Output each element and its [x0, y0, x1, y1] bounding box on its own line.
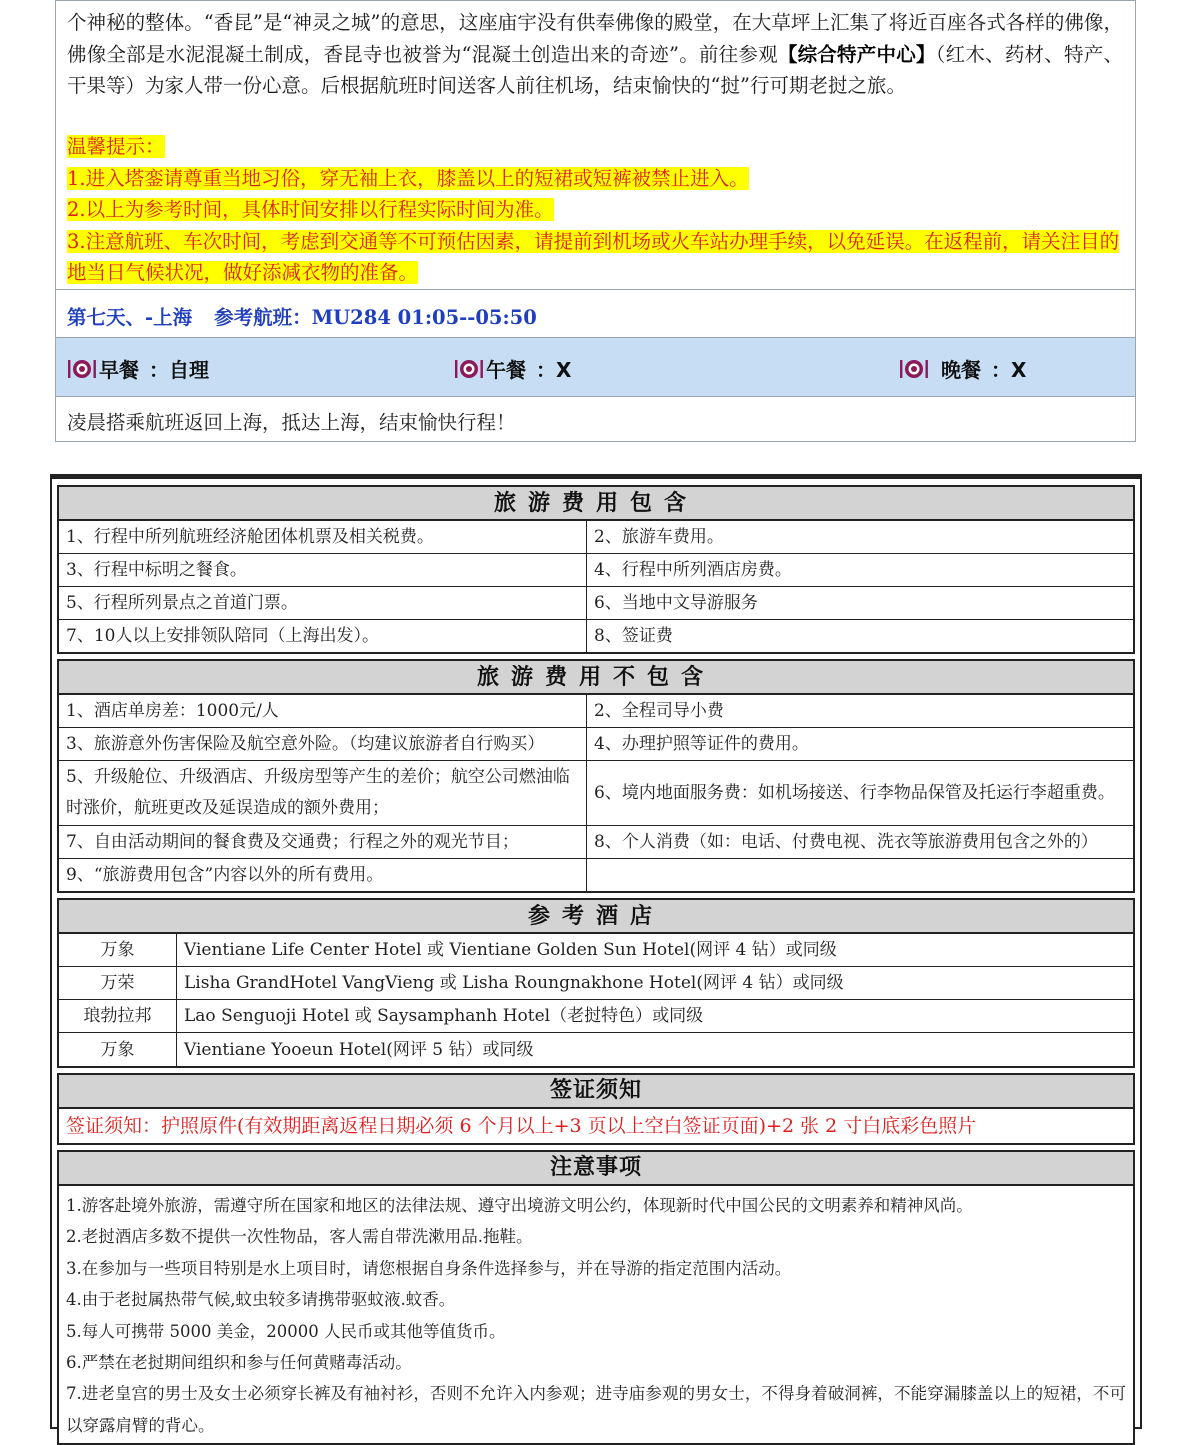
meal-lunch — [454, 354, 577, 383]
table-cell: 4、办理护照等证件的费用。 — [587, 728, 1133, 761]
meals-row — [56, 337, 1135, 397]
fees-excluded-section — [57, 659, 1135, 893]
note-item: 6.严禁在老挝期间组织和参与任何黄赌毒活动。 — [66, 1353, 412, 1373]
day7-description: 凌晨搭乘航班返回上海，抵达上海，结束愉快行程！ — [67, 411, 516, 434]
dining-icon — [67, 358, 97, 380]
note-item: 7.进老皇宫的男士及女士必须穿长裤及有袖衬衫，否则不允许入内参观；进寺庙参观的男女士，不得身着破洞裤，不能穿漏膝盖以上的短裙，不可以穿露肩臂的背心。 — [66, 1384, 1126, 1435]
notes-list — [59, 1186, 1133, 1443]
meal-value: ：X — [991, 358, 1027, 382]
day6-description — [56, 1, 1135, 131]
meal-label: 晚餐 — [941, 358, 981, 382]
dining-icon — [899, 358, 929, 380]
section-title: 注意事项 — [59, 1152, 1133, 1186]
table-cell: 7、10人以上安排领队陪同（上海出发）。 — [59, 620, 587, 652]
fees-included-grid — [59, 521, 1133, 652]
table-cell — [587, 859, 1133, 891]
intro-text-1: 个神秘的整体。“香昆”是“神灵之城”的意思，这座庙宇没有供奉佛像的殿堂，在大草坪上汇集了将近百座各式各样的佛像，佛像全部是水泥混凝土制成，香昆寺也被誉为“混凝土创造出来的奇迹”。前往参观 — [67, 11, 1123, 66]
note-item: 4.由于老挝属热带气候,蚊虫较多请携带驱蚊液.蚊香。 — [66, 1290, 456, 1310]
meal-label: 早餐 — [99, 358, 139, 382]
tips-title: 温馨提示： — [67, 135, 165, 158]
table-cell: 6、当地中文导游服务 — [587, 587, 1133, 620]
note-item: 5.每人可携带 5000 美金，20000 人民币或其他等值货币。 — [66, 1321, 506, 1341]
hotel-city: 琅勃拉邦 — [59, 1000, 177, 1033]
tip-item: 1.进入塔銮请尊重当地习俗，穿无袖上衣，膝盖以上的短裙或短裤被禁止进入。 — [67, 166, 749, 190]
warm-tips — [56, 131, 1135, 289]
hotel-city: 万象 — [59, 934, 177, 967]
meal-breakfast — [67, 354, 215, 383]
table-cell: 1、行程中所列航班经济舱团体机票及相关税费。 — [59, 521, 587, 554]
table-cell: 6、境内地面服务费：如机场接送、行李物品保管及托运行李超重费。 — [587, 761, 1133, 826]
dining-icon — [454, 358, 484, 380]
table-cell: 2、全程司导小费 — [587, 695, 1133, 728]
table-cell: 9、“旅游费用包含”内容以外的所有费用。 — [59, 859, 587, 891]
hotel-city: 万荣 — [59, 967, 177, 1000]
hotels-grid — [59, 934, 1133, 1066]
hotel-name: Lisha GrandHotel VangVieng 或 Lisha Roungnakhone Hotel(网评 4 钻）或同级 — [177, 967, 1133, 1000]
table-cell: 3、行程中标明之餐食。 — [59, 554, 587, 587]
meal-value: ：X — [536, 358, 572, 382]
notes-section — [57, 1150, 1135, 1445]
intro-highlight-shop: 【综合特产中心】 — [777, 42, 936, 66]
fees-included-section — [57, 485, 1135, 654]
table-cell: 7、自由活动期间的餐食费及交通费；行程之外的观光节目； — [59, 826, 587, 859]
note-item: 3.在参加与一些项目特别是水上项目时，请您根据自身条件选择参与，并在导游的指定范围内活动。 — [66, 1258, 792, 1278]
itinerary-box — [55, 0, 1136, 442]
table-cell: 5、升级舱位、升级酒店、升级房型等产生的差价；航空公司燃油临时涨价，航班更改及延误造成的额外费用； — [59, 761, 587, 826]
meal-dinner — [899, 354, 1032, 383]
visa-section — [57, 1073, 1135, 1145]
hotel-name: Lao Senguoji Hotel 或 Saysamphanh Hotel（老挝特色）或同级 — [177, 1000, 1133, 1033]
table-cell: 2、旅游车费用。 — [587, 521, 1133, 554]
fees-excluded-grid — [59, 695, 1133, 891]
meal-label: 午餐 — [486, 358, 526, 382]
table-cell: 8、签证费 — [594, 626, 673, 646]
table-cell: 3、旅游意外伤害保险及航空意外险。（均建议旅游者自行购买） — [59, 728, 587, 761]
note-item: 1.游客赴境外旅游，需遵守所在国家和地区的法律法规、遵守出境游文明公约，体现新时代中国公民的文明素养和精神风尚。 — [66, 1196, 973, 1215]
table-cell: 1、酒店单房差：1000元/人 — [59, 695, 587, 728]
meal-value: ：自理 — [149, 358, 209, 382]
table-cell: 4、行程中所列酒店房费。 — [587, 554, 1133, 587]
section-title: 旅游费用不包含 — [59, 661, 1133, 695]
day7-flight: 参考航班：MU284 01:05--05:50 — [214, 306, 537, 329]
hotel-name: Vientiane Life Center Hotel 或 Vientiane Golden Sun Hotel(网评 4 钻）或同级 — [177, 934, 1133, 967]
note-item: 2.老挝酒店多数不提供一次性物品，客人需自带洗漱用品.拖鞋。 — [66, 1227, 533, 1247]
section-title: 参考酒店 — [59, 900, 1133, 934]
day7-title: 第七天、-上海 — [67, 306, 193, 329]
visa-requirements: 签证须知：护照原件(有效期距离返程日期必须 6 个月以上+3 页以上空白签证页面)+2 张 2 寸白底彩色照片 — [66, 1115, 977, 1137]
tip-item: 3.注意航班、车次时间，考虑到交通等不可预估因素，请提前到机场或火车站办理手续，以免延误。在返程前，请关注目的地当日气候状况，做好添减衣物的准备。 — [67, 229, 1120, 284]
hotels-section — [57, 898, 1135, 1068]
tip-item: 2.以上为参考时间，具体时间安排以行程实际时间为准。 — [67, 198, 554, 221]
section-title: 旅游费用包含 — [59, 487, 1133, 521]
section-title: 签证须知 — [59, 1075, 1133, 1109]
intro-text-2: （红木、药材、特产、干果等）为家人带一份心意。后根据航班时间送客人前往机场，结束愉快的“挝”行可期老挝之旅。 — [67, 42, 1123, 97]
day7-header — [56, 289, 1135, 337]
info-tables — [50, 474, 1142, 1435]
hotel-name: Vientiane Yooeun Hotel(网评 5 钻）或同级 — [184, 1039, 534, 1060]
table-cell: 8、个人消费（如：电话、付费电视、洗衣等旅游费用包含之外的） — [587, 826, 1133, 859]
table-cell: 5、行程所列景点之首道门票。 — [59, 587, 587, 620]
hotel-city: 万象 — [59, 1033, 177, 1066]
